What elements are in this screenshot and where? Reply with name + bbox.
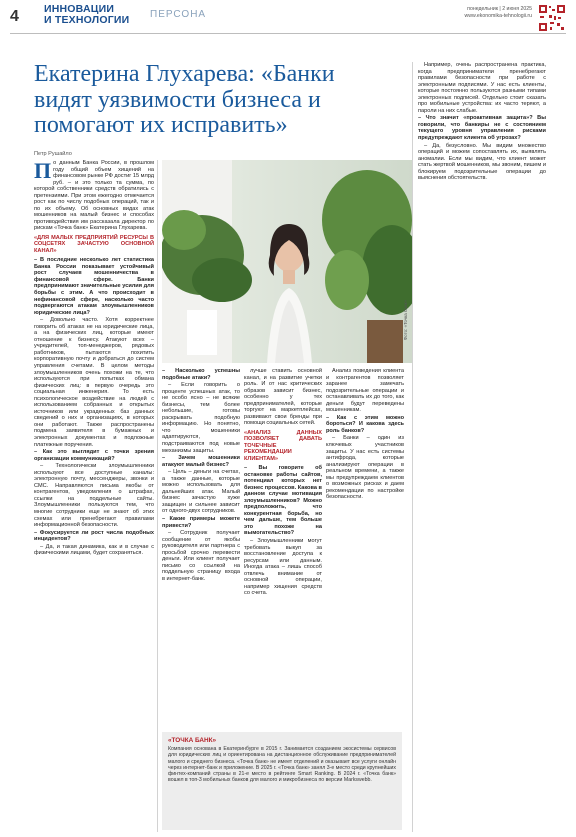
question-2: – Как это выглядит с точки зрения организации коммуникаций? [34, 449, 154, 462]
column-divider [157, 160, 158, 832]
answer-1: – Довольно часто. Хотя корректнее говорить об атаках не на юридические лица, а на физических лиц, которые имеют отношение к бизнесу. Атакуют всех – учредителей, топ-менеджеров, рядовых работников, пытаются похитить корпоративную почту и добраться до систем управления счетами. В целом методы злоумышленников очень похожи на те, что используются при попытках обмана физических лиц: в первую очередь это социальная инженерия. То есть психологическое воздействие на людей с использованием собранных и открытых источников или украденных баз данных сведений о них и организациях, в которых они работают. Также распространены подмена заявителя в бумажных и электронных документах и подложные платежные поручения. [34, 317, 154, 448]
answer-5: – Цель – деньги на счетах, а также данные, которые можно использовать для дальнейших атак. Малый бизнес зачастую хуже защищен и сильнее зависит от одного-двух сотрудников. [162, 469, 240, 515]
issue-date: понедельник | 2 июня 2025 [467, 6, 532, 12]
company-info-box [162, 732, 402, 830]
column-3-text: лучше ставить основной канал, и на развитие учетки роль. И от нас критических образов зависит бизнес, особенно у тех предпринимателей, которые торгуют на маркетплейсах, развивают свои бренды при помощи социальных сетей. [244, 368, 322, 427]
column-5 [418, 62, 546, 832]
author-byline: Петр Рушайло [34, 151, 72, 157]
column-1 [34, 160, 154, 832]
info-box-body: Компания основана в Екатеринбурге в 2015 г. Занимается созданием экосистемы сервисов для юридических лиц и ориентирована на дистанционное обслуживание предпринимателей малого и среднего бизнеса. «Точка банк» не имеет отделений и оказывает все услуги онлайн через интернет-банк и приложение. В 2025 г. «Точка банк» занял 3-е место среди крупнейших финтех-компаний страны в 21-е место в рейтинге Smart Ranking. В 2024 г. «Точка банк» вошел в топ-3 мобильных банков для малого и микробизнеса по версии Markswebb. [168, 746, 396, 784]
photo-credit: Фото: «Точка банк» [403, 300, 408, 341]
question-8: – Как с этим можно бороться? И какова здесь роль банков? [326, 414, 404, 434]
question-1: – В последние несколько лет статистика Банка России показывает устойчивый рост случаев мошенничества в финансовой сфере. Банки предпринимают значительные усилия для борьбы с этим. А что происходит в нефинансовой сфере, насколько часто подвергаются атакам злоумышленников юридические лица? [34, 257, 154, 316]
question-9: – Что значит «проактивная защита»? Вы говорили, что банкиры не с состоянием текущего уровня управления рисками предупреждают клиента об угрозах? [418, 115, 546, 142]
section-label: ПЕРСОНА [150, 9, 207, 20]
answer-9: – Да, безусловно. Мы видим множество операций и можем сопоставлять их, выявлять аномалии. Если мы видим, что клиент может стать жертвой мошенников, мы звоним, пишем и блокируем подозрительные операции до выяснения обстоятельств. [418, 142, 546, 182]
rubric-line-2: И ТЕХНОЛОГИИ [44, 14, 130, 26]
answer-2: – Технологически злоумышленники используют все доступные каналы: электронную почту, мессенджеры, звонки и СМС. Направляются письма якобы от контрагентов, уведомления о штрафах, ссылки на поддельные сайты. Злоумышленники пользуются тем, что многие сотрудники еще не знают об этих схемах или пренебрегают правилами информационной безопасности. [34, 463, 154, 529]
column-3 [244, 368, 322, 728]
answer-8: – Банки – один из ключевых участников защиты. У нас есть системы антифрода, которые анализируют операции в реальном времени, а также мы предупреждаем клиентов о возможных рисках и даем рекомендации по настройке безопасности. [326, 435, 404, 501]
rubric-line-1: ИННОВАЦИИ [44, 3, 115, 15]
info-box-title: «ТОЧКА БАНК» [168, 737, 217, 744]
question-3: – Фокусируется ли рост числа подобных инцидентов? [34, 529, 154, 543]
question-6: – Какие примеры можете привести? [162, 516, 240, 529]
column-2 [162, 368, 240, 728]
subheading-1: «ДЛЯ МАЛЫХ ПРЕДПРИЯТИЙ РЕСУРСЫ В СОЦСЕТЯХ ЗАЧАСТУЮ ОСНОВНОЙ КАНАЛ» [34, 235, 154, 254]
answer-7: – Злоумышленники могут требовать выкуп за восстановление доступа к ресурсам или данным. Иногда атака – лишь способ отвлечь внимание от основной операции, например хищения средств со счета. [244, 537, 322, 597]
question-5: – Зачем мошенники атакуют малый бизнес? [162, 455, 240, 468]
column-4-text: Анализ поведения клиента и контрагентов позволяет заранее замечать подозрительные операции и останавливать их до того, как деньги будут переведены мошенникам. [326, 368, 404, 414]
portrait-photo [162, 160, 413, 363]
column-5-text: Например, очень распространена практика, когда предприниматели пренебрегают правилами безопасности при работе с электронными подписями. У нас есть клиенты, которые постоянно пользуются разными типами электронных подписей. Отдельно стоит сказать про мобильные устройства: их часто теряют, а пароли на них слабые. [418, 62, 546, 114]
article-title: Екатерина Глухарева: «Банки видят уязвимости бизнеса и помогают их исправить» [34, 61, 335, 138]
header-divider [10, 33, 566, 34]
right-column-divider [412, 62, 413, 832]
answer-3: – Да, и такая динамика, как и в случае с физическими лицами, будет сохраняться. [34, 543, 154, 557]
question-7: – Вы говорите об остановке работы сайтов, потенциал которых нет бизнес процессов. Какова в данном случае мотивация злоумышленников? Можно предположить, что конкурентная борьба, но чем дальше, тем больше это похоже на вымогательство? [244, 464, 322, 537]
lead-paragraph: о данным Банка России, в прошлом году общий объем хищений на финансовом рынке РФ достиг 15 млрд руб. – и это только та сумма, по которой собственники средств обратились с претензиями. При этом ежегодно отмечается рост как по числу подобных операций, так и по их объему. Об основных видах атак мошенников на малый бизнес и способах противодействия им рассказала директор по рискам «Точка банк» Екатерина Глухарева. [34, 160, 154, 232]
drop-cap: П [34, 160, 52, 183]
page-number: 4 [10, 8, 19, 25]
column-4 [326, 368, 404, 728]
qr-code-icon [538, 4, 566, 32]
subheading-2: «АНАЛИЗ ДАННЫХ ПОЗВОЛЯЕТ ДАВАТЬ ТОЧЕЧНЫЕ РЕКОМЕНДАЦИИ КЛИЕНТАМ» [244, 429, 322, 462]
issue-url: www.ekonomika-tehnologii.ru [464, 12, 532, 19]
rubric-title [44, 4, 129, 26]
answer-6: – Сотрудник получает сообщение от якобы руководителя или партнера с просьбой срочно перевести деньги. Или клиент получает письмо со ссылкой на поддельную страницу входа в интернет-банк. [162, 530, 240, 582]
issue-info [465, 6, 532, 19]
question-4: – Насколько успешны подобные атаки? [162, 368, 240, 381]
answer-4: – Если говорить о проценте успешных атак, то не особо ясно – не всякие бизнесы, тем более небольшие, готовы раскрывать подобную информацию. Но понятно, что мошенники адаптируются, подстраиваются под новые механизмы защиты. [162, 382, 240, 454]
